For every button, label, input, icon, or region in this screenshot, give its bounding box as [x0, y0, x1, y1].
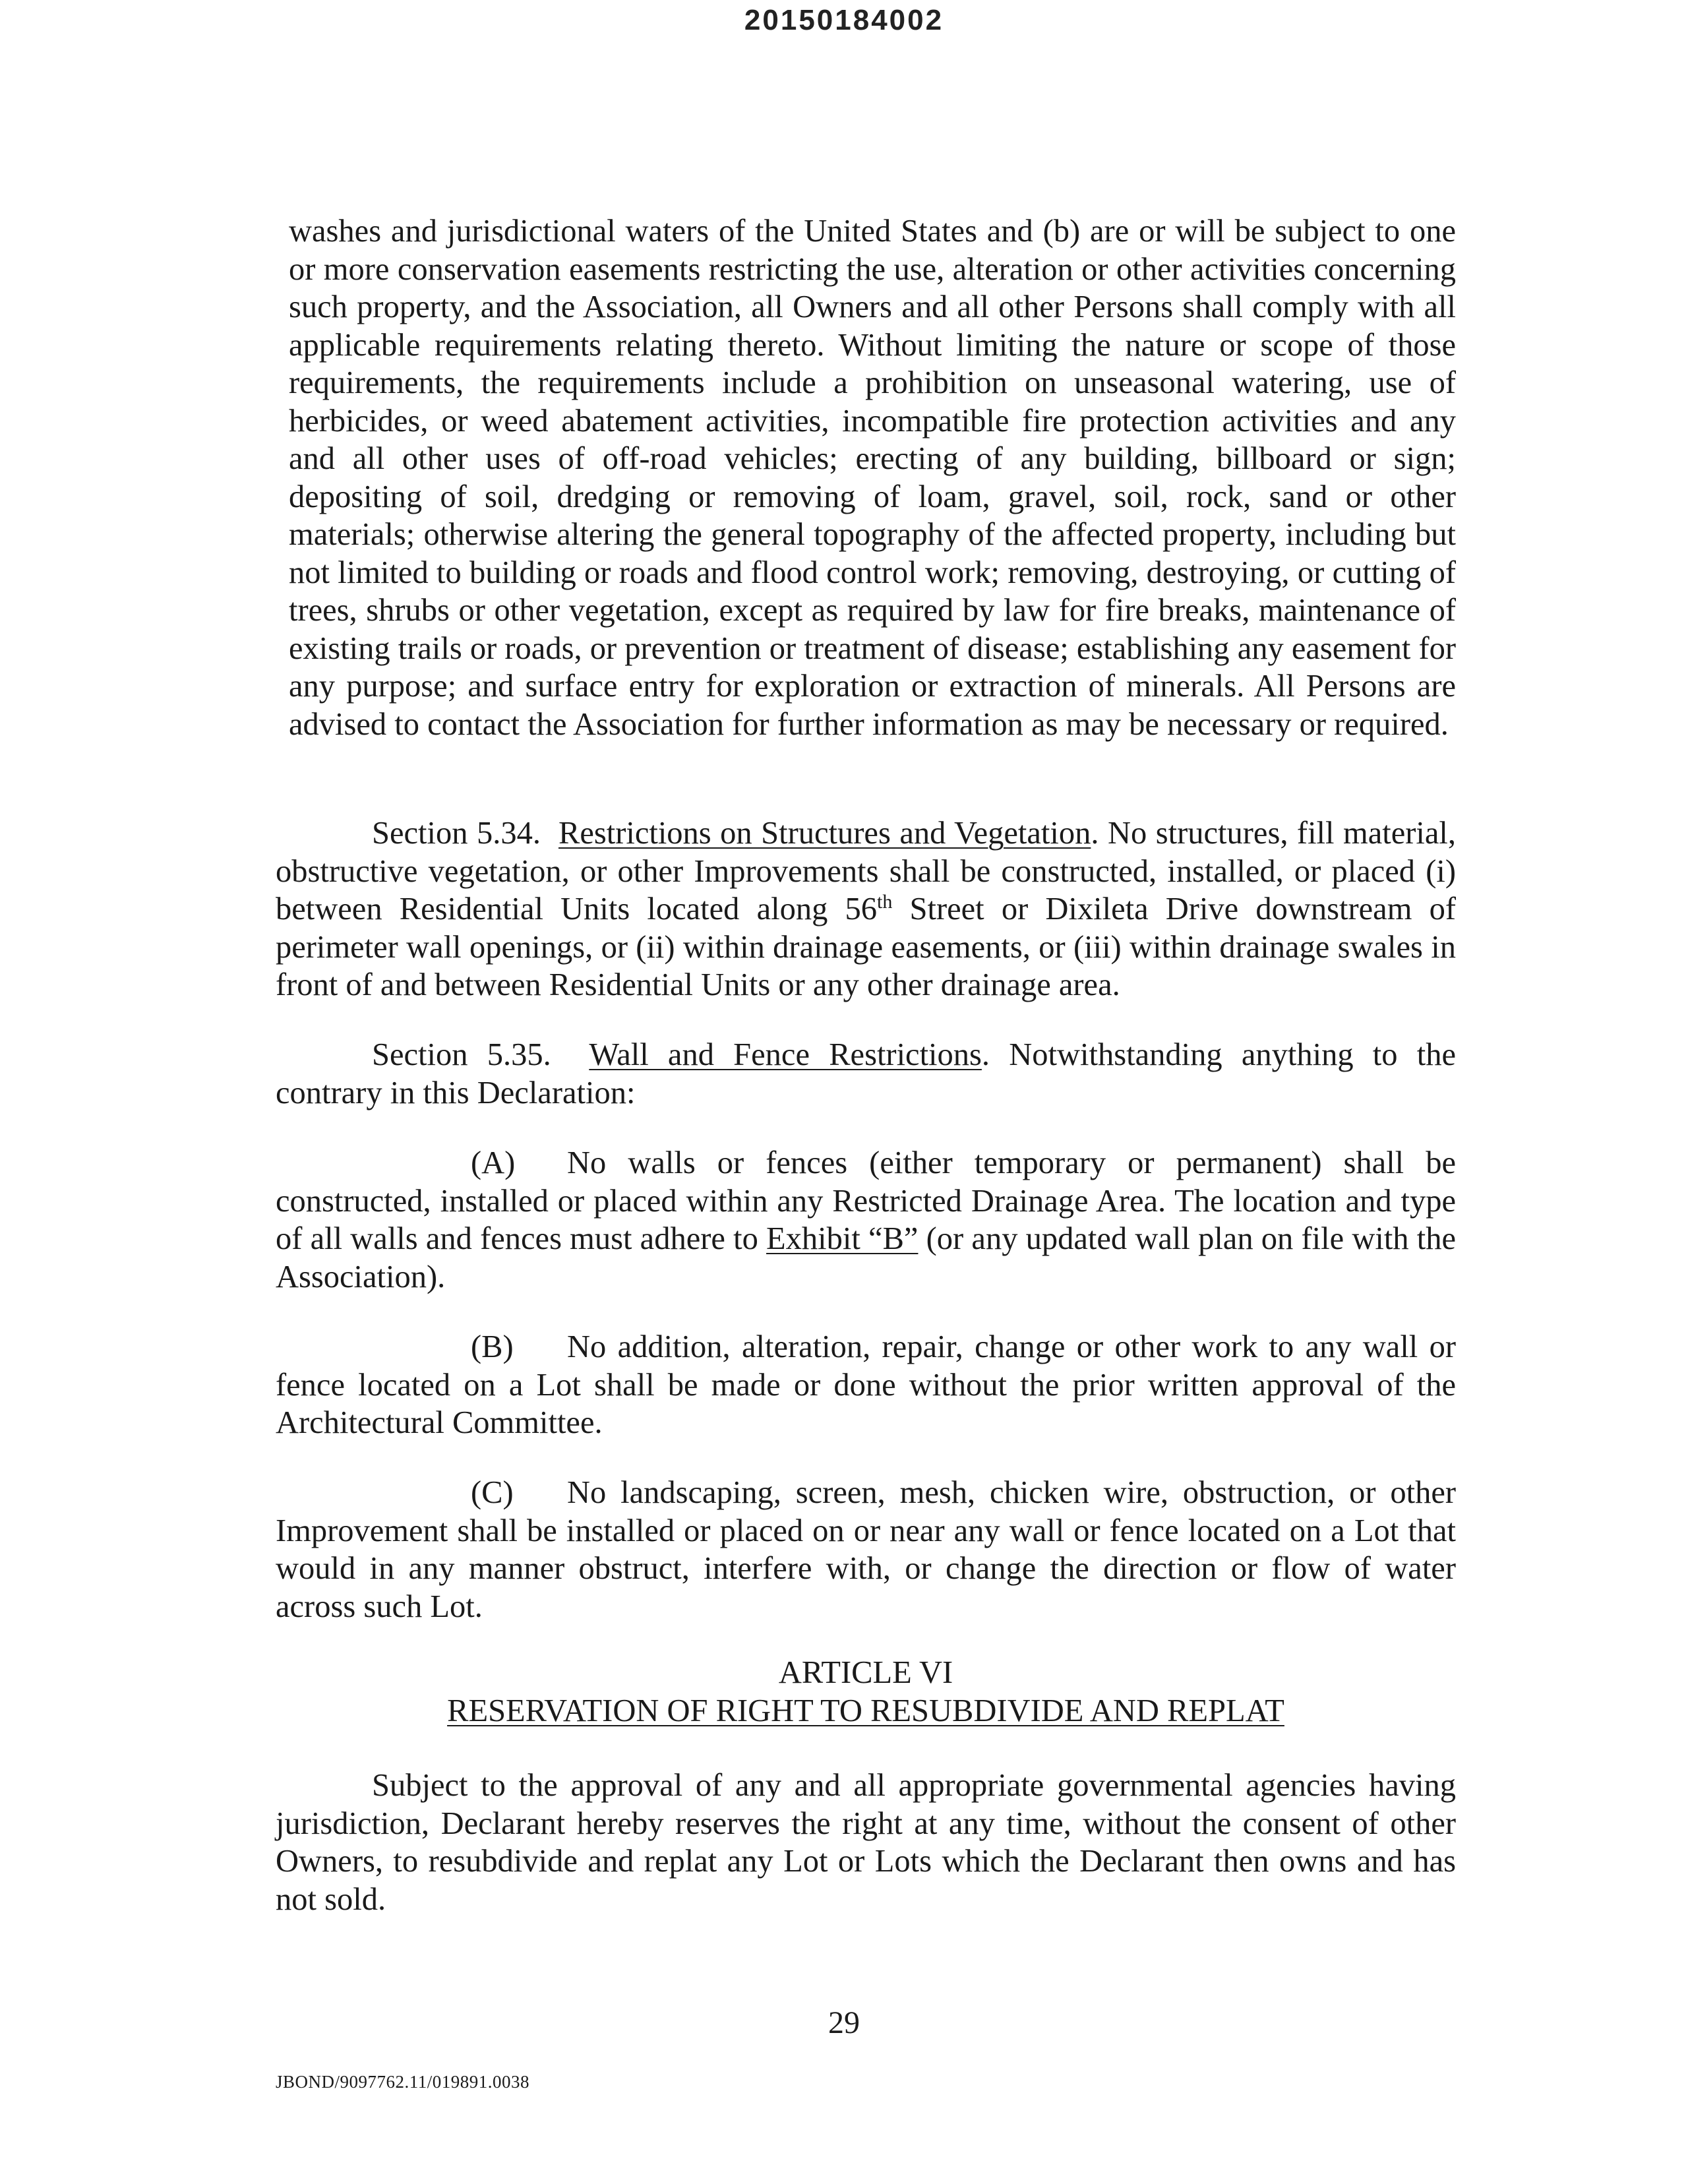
section-5-34-label: Section 5.34.	[372, 816, 541, 851]
page-number: 29	[828, 2005, 860, 2040]
section-5-34	[276, 814, 1456, 1004]
article-vi-text: Subject to the approval of any and all appropriate governmental agencies having jurisdiction, Declarant hereby reserves the right at any time, without the consent of other Owners, to resubdivide and replat any Lot or Lots which the Declarant then owns and has not sold.	[276, 1768, 1456, 1917]
subsection-a-text-a: No walls or fences (either temporary or permanent) shall be constructed, installed or placed within any Restricted Drainage Area. The location and type of all walls and fences must adhere to	[276, 1145, 1456, 1256]
article-number: ARTICLE VI	[778, 1655, 953, 1690]
recording-number: 20150184002	[744, 4, 944, 36]
subsection-a-label: (A)	[471, 1145, 516, 1180]
section-5-34-title: Restrictions on Structures and Vegetation	[558, 816, 1091, 851]
subsection-b	[276, 1328, 1456, 1442]
section-5-35	[276, 1036, 1456, 1112]
subsection-a-text-b: (or any updated wall plan on file with the Association).	[276, 1221, 1456, 1294]
section-5-34-text-a: . No structures, fill material, obstructive vegetation, or other Improvements shall be constructed, installed, or placed (i) between Residential Units located along 56	[276, 816, 1457, 926]
section-5-35-text: . Notwithstanding anything to the contrary in this Declaration:	[276, 1037, 1457, 1110]
article-title-text: RESERVATION OF RIGHT TO RESUBDIVIDE AND REPLAT	[447, 1693, 1284, 1728]
document-code: JBOND/9097762.11/019891.0038	[276, 2072, 530, 2092]
subsection-c-label: (C)	[471, 1475, 514, 1510]
subsection-b-label: (B)	[471, 1329, 514, 1364]
paragraph-conservation-easements: washes and jurisdictional waters of the United States and (b) are or will be subject to one or more conservation easements restricting the use, alteration or other activities concerning such property, and the Association, all Owners and all other Persons shall comply with all applicable requirements relating thereto. Without limiting the nature or scope of those requirements, the requirements include a prohibition on unseasonal watering, use of herbicides, or weed abatement activities, incompatible fire protection activities and any and all other uses of off-road vehicles; erecting of any building, billboard or sign; depositing of soil, dredging or removing of loam, gravel, soil, rock, sand or other materials; otherwise altering the general topography of the affected property, including but not limited to building or roads and flood control work; removing, destroying, or cutting of trees, shrubs or other vegetation, except as required by law for fire breaks, maintenance of existing trails or roads, or prevention or treatment of disease; establishing any easement for any purpose; and surface entry for exploration or extraction of minerals. All Persons are advised to contact the Association for further information as may be necessary or required.	[289, 214, 1456, 742]
section-5-34-text-b: Street or Dixileta Drive downstream of perimeter wall openings, or (ii) within drainage easements, or (iii) within drainage swales in front of and between Residential Units or any other drainage area.	[276, 892, 1457, 1002]
article-title	[276, 1692, 1456, 1730]
exhibit-b-reference: Exhibit “B”	[766, 1221, 919, 1256]
section-5-35-label: Section 5.35.	[372, 1037, 551, 1072]
section-5-35-title: Wall and Fence Restrictions	[589, 1037, 982, 1072]
subsection-a	[276, 1144, 1456, 1296]
subsection-b-text: No addition, alteration, repair, change or other work to any wall or fence located on a Lot shall be made or done without the prior written approval of the Architectural Committee.	[276, 1329, 1456, 1440]
subsection-c	[276, 1474, 1456, 1625]
section-5-34-superscript: th	[877, 890, 893, 913]
article-vi-body	[276, 1767, 1456, 1918]
subsection-c-text: No landscaping, screen, mesh, chicken wire, obstruction, or other Improvement shall be installed or placed on or near any wall or fence located on a Lot that would in any manner obstruct, interfere with, or change the direction or flow of water across such Lot.	[276, 1475, 1456, 1624]
